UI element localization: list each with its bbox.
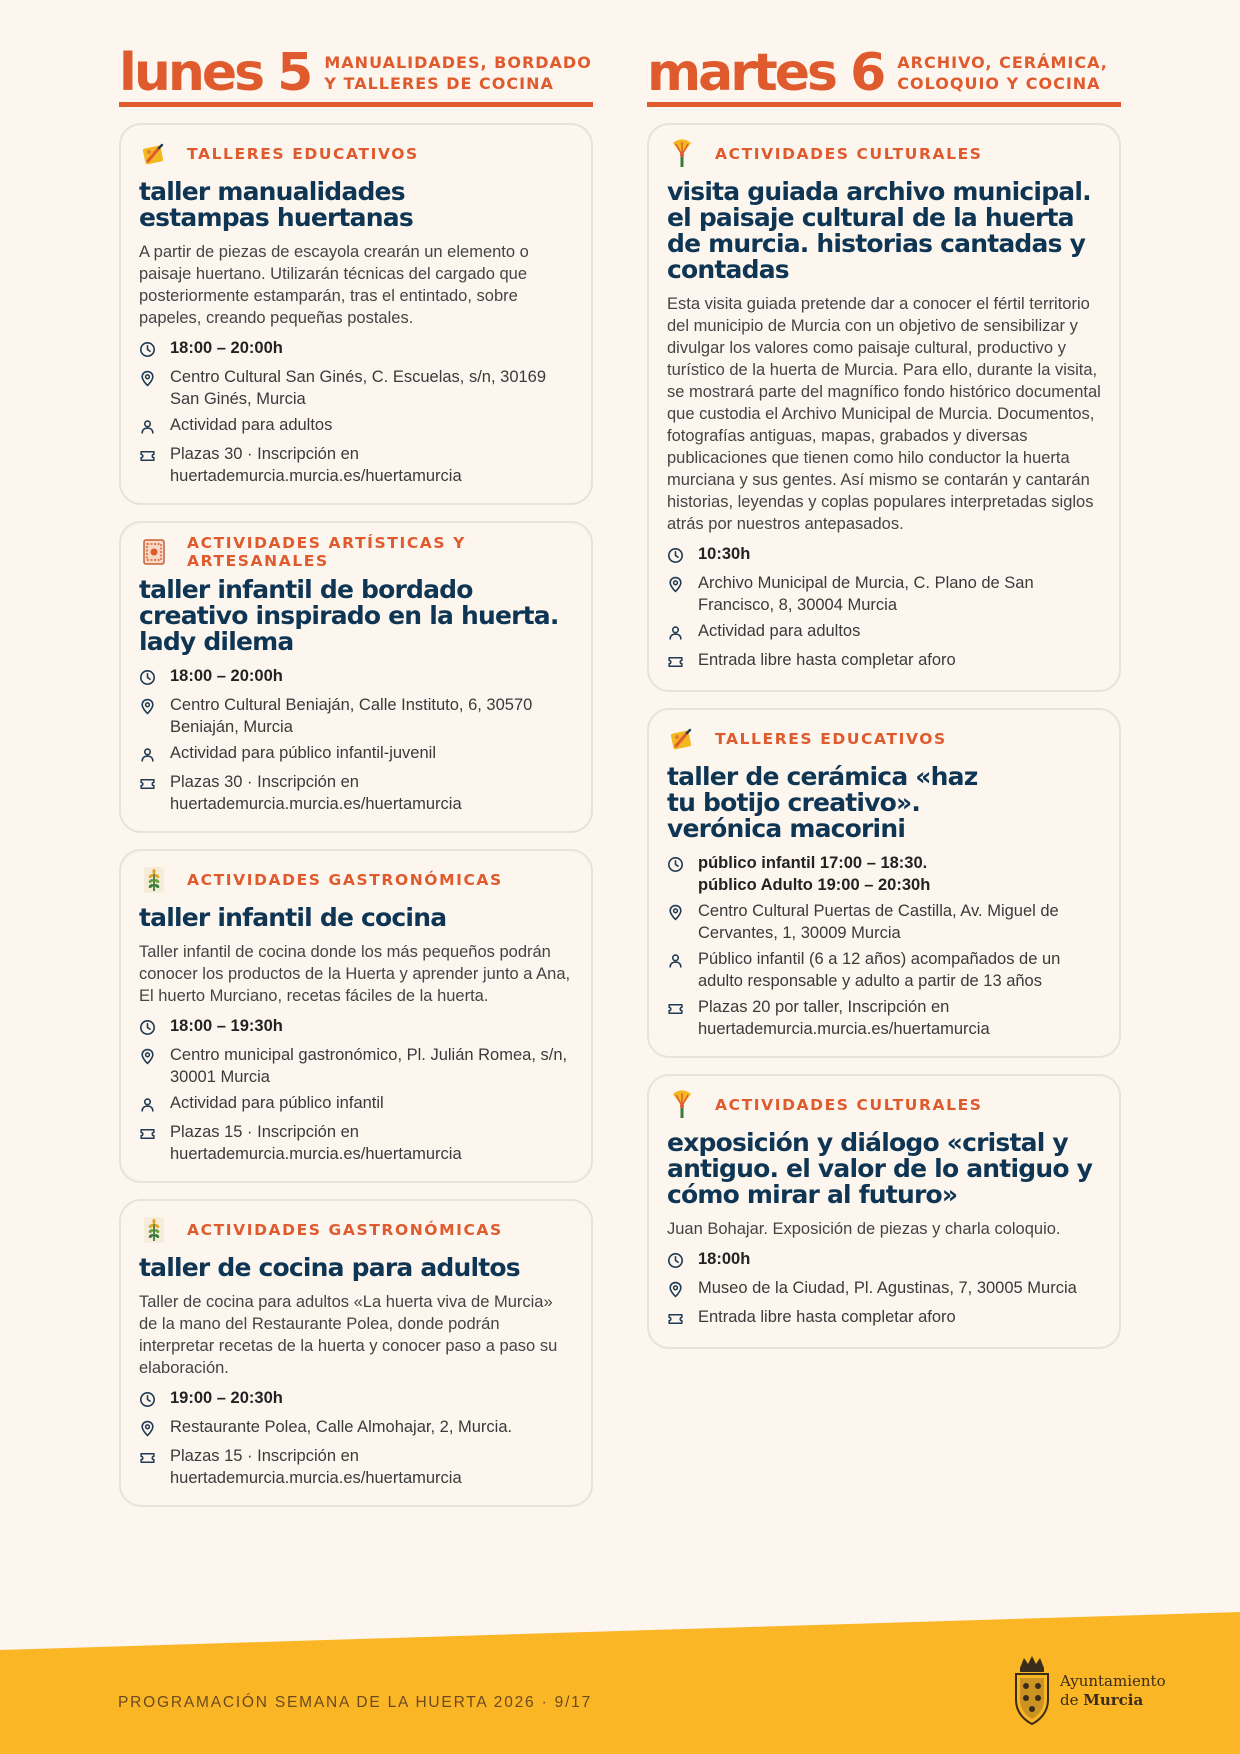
event-audience: Actividad para adultos (170, 416, 333, 434)
event-card (119, 1199, 593, 1507)
event-audience: Público infantil (6 a 12 años) acompañados de un adulto responsable y adulto a partir de 13 años (698, 950, 1061, 990)
event-audience: Actividad para público infantil-juvenil (170, 744, 436, 762)
event-time: 18:00h (698, 1250, 751, 1268)
category-label: TALLERES EDUCATIVOS (187, 145, 419, 163)
event-category (139, 1215, 573, 1245)
craft-icon (139, 139, 169, 169)
event-description: Juan Bohajar. Exposición de piezas y charla coloquio. (667, 1220, 1061, 1238)
event-time: 18:00 – 19:30h (170, 1017, 283, 1035)
location-pin-icon (139, 694, 170, 719)
clock-icon (139, 665, 170, 690)
event-tickets: Plazas 15 · Inscripción en huertademurcia.murcia.es/huertamurcia (170, 1447, 462, 1487)
ticket-icon (139, 1445, 170, 1470)
event-category (139, 139, 573, 169)
clock-icon (667, 543, 698, 568)
ayuntamiento-logo (1010, 1654, 1166, 1728)
wheat-icon (139, 1215, 169, 1245)
person-icon (667, 948, 698, 973)
category-label: ACTIVIDADES CULTURALES (715, 145, 983, 163)
event-tickets: Plazas 30 · Inscripción en huertademurcia.murcia.es/huertamurcia (170, 445, 462, 485)
clock-icon (667, 1248, 698, 1273)
location-pin-icon (667, 900, 698, 925)
event-description: Taller de cocina para adultos «La huerta viva de Murcia» de la mano del Restaurante Polea, donde podrán interpretar recetas de la huerta y conocer paso a paso su elaboración. (139, 1293, 558, 1377)
event-card (647, 1074, 1121, 1349)
location-pin-icon (139, 1416, 170, 1441)
fan-icon (667, 1090, 697, 1120)
event-audience: Actividad para público infantil (170, 1094, 384, 1112)
day-header (647, 44, 1121, 107)
event-category (139, 534, 573, 570)
event-location: Centro Cultural Beniaján, Calle Instituto, 6, 30570 Beniaján, Murcia (170, 696, 533, 736)
fan-icon (667, 139, 697, 169)
event-category (667, 139, 1101, 169)
category-label: ACTIVIDADES GASTRONÓMICAS (187, 871, 503, 889)
logo-line-2 (1060, 1691, 1166, 1710)
person-icon (139, 742, 170, 767)
craft-icon (667, 724, 697, 754)
event-time: 18:00 – 20:00h (170, 667, 283, 685)
event-description: Taller infantil de cocina donde los más pequeños podrán conocer los productos de la Huerta y aprender junto a Ana, El huerto Murciano, recetas fáciles de la huerta. (139, 943, 571, 1005)
day-name: martes 6 (647, 43, 884, 103)
event-time: 18:00 – 20:00h (170, 339, 283, 357)
location-pin-icon (139, 366, 170, 391)
clock-icon (139, 337, 170, 362)
event-location: Centro Cultural Puertas de Castilla, Av. Miguel de Cervantes, 1, 30009 Murcia (698, 902, 1059, 942)
ticket-icon (667, 649, 698, 674)
event-description: Esta visita guiada pretende dar a conocer el fértil territorio del municipio de Murcia con un objetivo de sensibilizar y divulgar los valores como paisaje cultural, productivo y turístico de la huerta de Murcia. Para ello, durante la visita, se mostrará parte del magnífico fondo histórico documental que custodia el Archivo Municipal de Murcia. Documentos, fotografías antiguas, mapas, grabados y diversas publicaciones que tienen como hilo conductor la huerta murciana y sus gentes. Así mismo se contarán y cantarán historias, leyendas y coplas populares interpretadas siglos atrás por nuestros antepasados. (667, 295, 1101, 533)
day-subtitle: ARCHIVO, CERÁMICA, COLOQUIO Y COCINA (897, 53, 1108, 93)
ticket-icon (667, 1306, 698, 1331)
category-label: ACTIVIDADES CULTURALES (715, 1096, 983, 1114)
event-category (139, 865, 573, 895)
clock-icon (667, 852, 698, 877)
event-tickets: Entrada libre hasta completar aforo (698, 651, 956, 669)
ticket-icon (139, 443, 170, 468)
person-icon (139, 1092, 170, 1117)
event-card (647, 708, 1121, 1058)
event-time: 10:30h (698, 545, 751, 563)
event-card (119, 521, 593, 833)
day-subtitle: MANUALIDADES, BORDADO Y TALLERES DE COCINA (324, 53, 592, 93)
event-card (119, 123, 593, 505)
event-tickets: Plazas 30 · Inscripción en huertademurcia.murcia.es/huertamurcia (170, 773, 462, 813)
embroidery-icon (139, 537, 169, 567)
event-location: Archivo Municipal de Murcia, C. Plano de San Francisco, 8, 30004 Murcia (698, 574, 1034, 614)
person-icon (139, 414, 170, 439)
day-name: lunes 5 (119, 43, 311, 103)
event-category (667, 1090, 1101, 1120)
event-title: taller de cocina para adultos (139, 1253, 520, 1282)
logo-line-1: Ayuntamiento (1060, 1672, 1166, 1690)
event-time: 19:00 – 20:30h (170, 1389, 283, 1407)
event-title: taller infantil de bordado creativo inspirado en la huerta. lady dilema (139, 575, 559, 656)
event-tickets: Entrada libre hasta completar aforo (698, 1308, 956, 1326)
logo-line-2-prefix: de (1060, 1691, 1084, 1709)
event-title: taller de cerámica «haz tu botijo creativo». verónica macorini (667, 762, 978, 843)
wheat-icon (139, 865, 169, 895)
location-pin-icon (667, 1277, 698, 1302)
logo-text (1060, 1672, 1166, 1710)
clock-icon (139, 1015, 170, 1040)
event-category (667, 724, 1101, 754)
event-location: Centro municipal gastronómico, Pl. Julián Romea, s/n, 30001 Murcia (170, 1046, 568, 1086)
event-title: taller infantil de cocina (139, 903, 447, 932)
event-description: A partir de piezas de escayola crearán un elemento o paisaje huertano. Utilizarán técnicas del cargado que posteriormente estamparán, tras el entintado, sobre papeles, creando pequeñas postales. (139, 243, 529, 327)
event-title: visita guiada archivo municipal. el paisaje cultural de la huerta de murcia. historias cantadas y contadas (667, 177, 1091, 284)
event-tickets: Plazas 20 por taller, Inscripción en huertademurcia.murcia.es/huertamurcia (698, 998, 990, 1038)
event-location: Restaurante Polea, Calle Almohajar, 2, Murcia. (170, 1418, 513, 1436)
ticket-icon (139, 771, 170, 796)
category-label: ACTIVIDADES GASTRONÓMICAS (187, 1221, 503, 1239)
event-title: exposición y diálogo «cristal y antiguo. el valor de lo antiguo y cómo mirar al futuro» (667, 1128, 1093, 1209)
ticket-icon (139, 1121, 170, 1146)
coat-of-arms-icon (1010, 1654, 1054, 1728)
location-pin-icon (139, 1044, 170, 1069)
day-column-lunes (119, 44, 593, 1523)
event-location: Museo de la Ciudad, Pl. Agustinas, 7, 30005 Murcia (698, 1279, 1077, 1297)
ticket-icon (667, 996, 698, 1021)
category-label: TALLERES EDUCATIVOS (715, 730, 947, 748)
logo-line-2-bold: Murcia (1083, 1691, 1144, 1709)
event-title: taller manualidades estampas huertanas (139, 177, 413, 232)
event-card (119, 849, 593, 1183)
event-location: Centro Cultural San Ginés, C. Escuelas, s/n, 30169 San Ginés, Murcia (170, 368, 547, 408)
category-label: ACTIVIDADES ARTÍSTICAS Y ARTESANALES (187, 534, 466, 570)
person-icon (667, 620, 698, 645)
day-column-martes (647, 44, 1121, 1365)
event-card (647, 123, 1121, 692)
event-time: público infantil 17:00 – 18:30. público Adulto 19:00 – 20:30h (698, 854, 931, 894)
footer-page-label: PROGRAMACIÓN SEMANA DE LA HUERTA 2026 · 9/17 (118, 1694, 593, 1711)
location-pin-icon (667, 572, 698, 597)
day-header (119, 44, 593, 107)
event-audience: Actividad para adultos (698, 622, 861, 640)
event-tickets: Plazas 15 · Inscripción en huertademurcia.murcia.es/huertamurcia (170, 1123, 462, 1163)
clock-icon (139, 1387, 170, 1412)
